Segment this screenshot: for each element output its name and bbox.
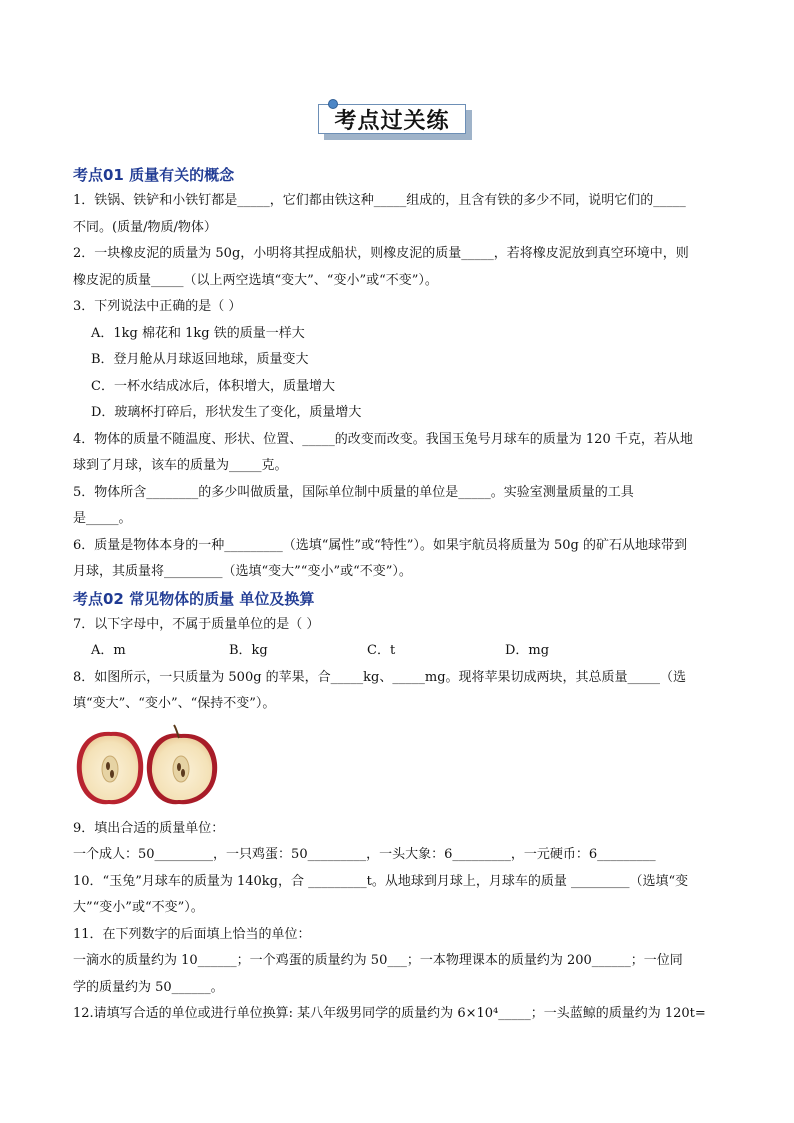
text-line: 球到了月球，该车的质量为_____克。 — [73, 458, 288, 473]
text-line: 学的质量约为 50______。 — [73, 979, 224, 995]
option-b: B．登月舱从月球返回地球，质量变大 — [91, 352, 309, 367]
banner-dot-icon — [328, 99, 338, 109]
text-line: 一个成人：50_________，一只鸡蛋：50_________，一头大象：6_________，一元硬币：6_________ — [73, 847, 656, 862]
text-line: 一滴水的质量约为 10______；一个鸡蛋的质量约为 50___；一本物理课本的质量约为 200______；一位同 — [73, 953, 683, 968]
text-line: 7．以下字母中，不属于质量单位的是（ ） — [73, 616, 320, 632]
text-line: 1．铁锅、铁铲和小铁钉都是_____，它们都由铁这种_____组成的，且含有铁的多少不同，说明它们的_____ — [73, 193, 686, 208]
text-line: 2．一块橡皮泥的质量为 50g，小明将其捏成船状，则橡皮泥的质量_____，若将橡皮泥放到真空环境中，则 — [73, 246, 689, 261]
text-line: 4．物体的质量不随温度、形状、位置、_____的改变而改变。我国玉兔号月球车的质量为 120 千克，若从地 — [73, 431, 693, 447]
text-line: 11．在下列数字的后面填上恰当的单位： — [73, 926, 311, 942]
banner-title: 考点过关练 — [334, 108, 450, 134]
text-line: 9．填出合适的质量单位： — [73, 820, 225, 836]
text-line: 5．物体所含________的多少叫做质量，国际单位制中质量的单位是_____。实验室测量质量的工具 — [73, 484, 634, 500]
text-line: 不同。(质量/物质/物体） — [73, 219, 217, 235]
text-line: 大”“变小”或“不变”）。 — [73, 900, 204, 915]
worksheet-content — [73, 162, 723, 1028]
apple-halves-image — [73, 724, 223, 810]
option-a: A．1kg 棉花和 1kg 铁的质量一样大 — [91, 325, 305, 341]
text-line: 6．质量是物体本身的一种_________（选填“属性”或“特性”）。如果宇航员将质量为 50g 的矿石从地球带到 — [73, 537, 687, 553]
text-line: 填“变大”、“变小”、“保持不变”）。 — [73, 696, 276, 711]
q7-option-b: B．kg — [229, 643, 268, 658]
text-line: 月球，其质量将_________（选填“变大”“变小”或“不变”）。 — [73, 564, 412, 579]
section-heading-1: 考点01 质量有关的概念 — [73, 166, 235, 184]
text-line: 12.请填写合适的单位或进行单位换算: 某八年级男同学的质量约为 6×10⁴_____；一头蓝鲸的质量约为 120t= — [73, 1006, 706, 1021]
text-line: 3．下列说法中正确的是（ ） — [73, 299, 242, 314]
section-banner — [318, 104, 472, 140]
text-line: 橡皮泥的质量_____（以上两空选填“变大”、“变小”或“不变”）。 — [73, 272, 438, 288]
section-heading-2: 考点02 常见物体的质量 单位及换算 — [73, 589, 315, 608]
q7-option-a: A．m — [91, 643, 126, 658]
text-line: 10．“玉兔”月球车的质量为 140kg，合 _________t。从地球到月球上，月球车的质量 _________（选填“变 — [73, 873, 689, 889]
option-d: D．玻璃杯打碎后，形状发生了变化，质量增大 — [91, 405, 362, 420]
q7-option-d: D．mg — [505, 643, 550, 658]
banner-box — [318, 104, 466, 134]
text-line: 是_____。 — [73, 511, 132, 526]
q7-options — [73, 638, 723, 665]
option-c: C．一杯水结成冰后，体积增大，质量增大 — [91, 378, 335, 394]
q7-option-c: C．t — [367, 643, 396, 658]
text-line: 8．如图所示，一只质量为 500g 的苹果，合_____kg、_____mg。现将苹果切成两块，其总质量_____（选 — [73, 669, 687, 685]
